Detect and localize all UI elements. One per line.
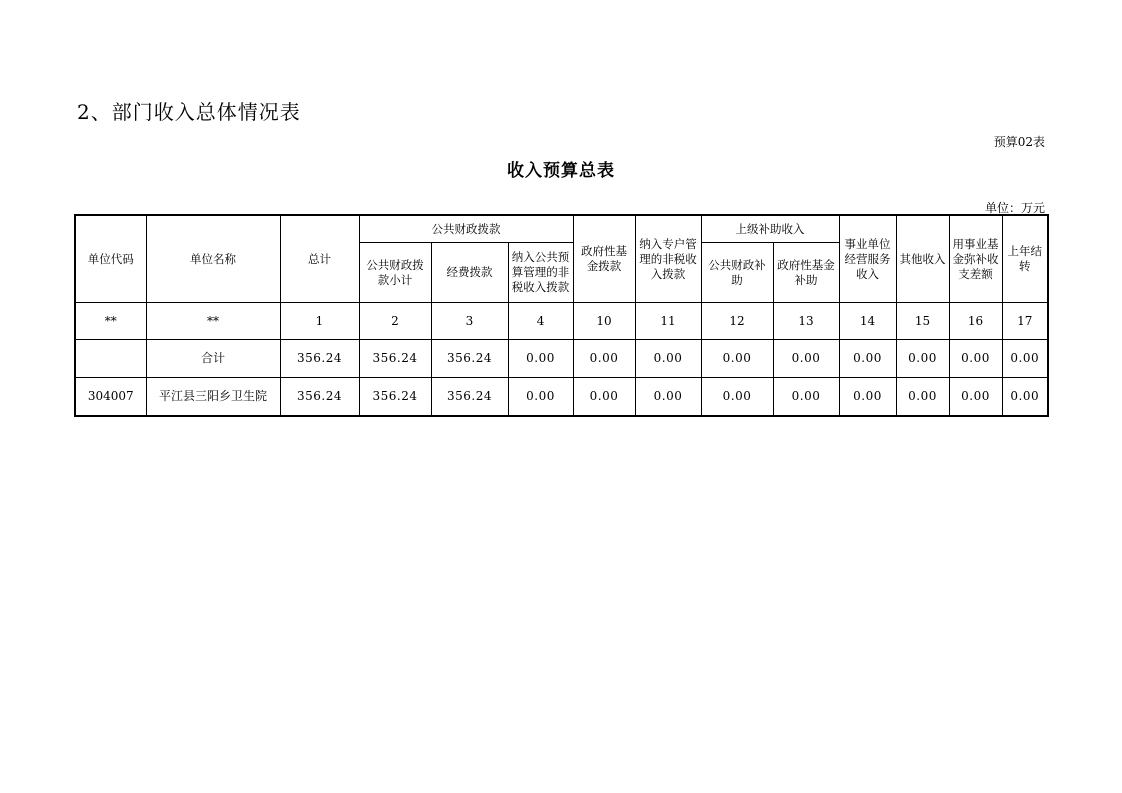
public-finance-subsidy-cell: 0.00 <box>701 340 773 378</box>
header-unit-name: 单位名称 <box>146 215 280 303</box>
fund-balance-makeup-cell: 0.00 <box>949 340 1002 378</box>
gov-fund-subsidy-cell: 0.00 <box>773 378 839 417</box>
index-cell: 14 <box>839 303 896 340</box>
index-cell: 10 <box>573 303 635 340</box>
public-finance-subtotal-cell: 356.24 <box>359 378 431 417</box>
operating-funds-cell: 356.24 <box>431 378 508 417</box>
index-cell: 1 <box>280 303 359 340</box>
gov-fund-subsidy-cell: 0.00 <box>773 340 839 378</box>
nontax-in-budget-cell: 0.00 <box>508 378 573 417</box>
index-cell: 3 <box>431 303 508 340</box>
index-cell: ** <box>146 303 280 340</box>
other-income-cell: 0.00 <box>896 340 949 378</box>
total-cell: 356.24 <box>280 340 359 378</box>
business-income-cell: 0.00 <box>839 340 896 378</box>
operating-funds-cell: 356.24 <box>431 340 508 378</box>
unit-code-cell: 304007 <box>75 378 146 417</box>
gov-fund-cell: 0.00 <box>573 378 635 417</box>
index-cell: 11 <box>635 303 701 340</box>
header-gov-fund-subsidy: 政府性基金补助 <box>773 243 839 303</box>
header-public-finance-subsidy: 公共财政补助 <box>701 243 773 303</box>
table-row-total <box>75 340 1048 378</box>
last-year-carryover-cell: 0.00 <box>1002 340 1048 378</box>
header-row-1 <box>75 215 1048 243</box>
header-superior-subsidy-group: 上级补助收入 <box>701 215 839 243</box>
unit-code-cell <box>75 340 146 378</box>
header-fund-balance-makeup: 用事业基金弥补收支差额 <box>949 215 1002 303</box>
fund-balance-makeup-cell: 0.00 <box>949 378 1002 417</box>
header-special-account-nontax: 纳入专户管理的非税收入拨款 <box>635 215 701 303</box>
header-other-income: 其他收入 <box>896 215 949 303</box>
header-business-income: 事业单位经营服务收入 <box>839 215 896 303</box>
table-row <box>75 378 1048 417</box>
column-index-row <box>75 303 1048 340</box>
public-finance-subsidy-cell: 0.00 <box>701 378 773 417</box>
unit-label: 单位：万元 <box>984 201 1045 215</box>
special-account-nontax-cell: 0.00 <box>635 340 701 378</box>
unit-name-cell: 平江县三阳乡卫生院 <box>146 378 280 417</box>
unit-name-cell: 合计 <box>146 340 280 378</box>
business-income-cell: 0.00 <box>839 378 896 417</box>
index-cell: ** <box>75 303 146 340</box>
index-cell: 15 <box>896 303 949 340</box>
section-title: 2、部门收入总体情况表 <box>77 100 301 124</box>
public-finance-subtotal-cell: 356.24 <box>359 340 431 378</box>
index-cell: 13 <box>773 303 839 340</box>
index-cell: 4 <box>508 303 573 340</box>
header-operating-funds: 经费拨款 <box>431 243 508 303</box>
index-cell: 12 <box>701 303 773 340</box>
header-total: 总计 <box>280 215 359 303</box>
total-cell: 356.24 <box>280 378 359 417</box>
index-cell: 17 <box>1002 303 1048 340</box>
table-title: 收入预算总表 <box>507 161 615 181</box>
header-unit-code: 单位代码 <box>75 215 146 303</box>
header-public-finance-subtotal: 公共财政拨款小计 <box>359 243 431 303</box>
gov-fund-cell: 0.00 <box>573 340 635 378</box>
header-public-finance-group: 公共财政拨款 <box>359 215 573 243</box>
income-budget-table <box>74 214 1049 417</box>
index-cell: 16 <box>949 303 1002 340</box>
header-last-year-carryover: 上年结转 <box>1002 215 1048 303</box>
nontax-in-budget-cell: 0.00 <box>508 340 573 378</box>
header-gov-fund: 政府性基金拨款 <box>573 215 635 303</box>
index-cell: 2 <box>359 303 431 340</box>
other-income-cell: 0.00 <box>896 378 949 417</box>
header-nontax-in-budget: 纳入公共预算管理的非税收入拨款 <box>508 243 573 303</box>
form-code: 预算02表 <box>993 135 1045 149</box>
last-year-carryover-cell: 0.00 <box>1002 378 1048 417</box>
special-account-nontax-cell: 0.00 <box>635 378 701 417</box>
